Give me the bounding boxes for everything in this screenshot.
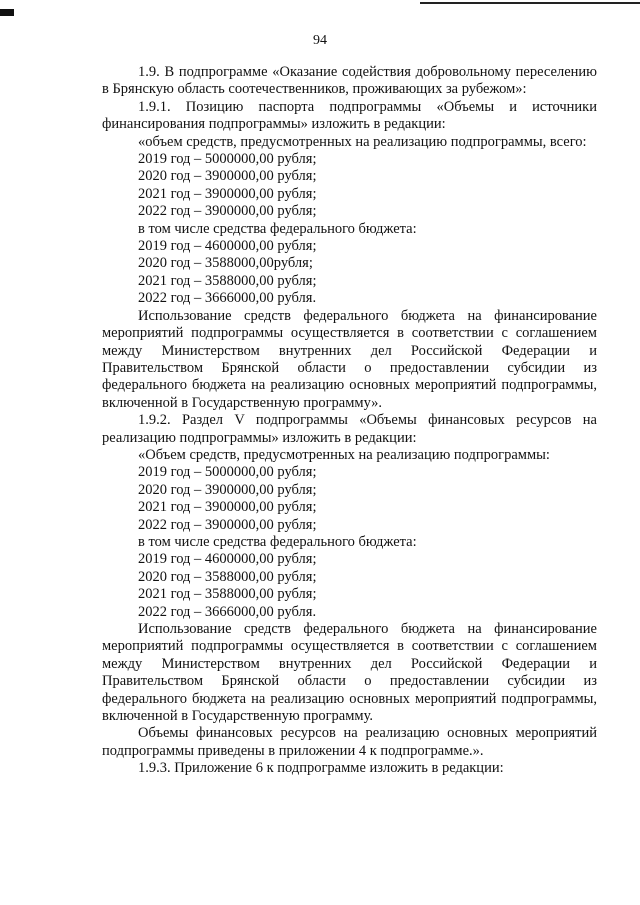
page-number: 94 <box>313 33 327 48</box>
scan-artifact-line <box>420 2 640 4</box>
funding-total-heading: «объем средств, предусмотренных на реализацию подпрограммы, всего: <box>138 133 587 150</box>
funding-line: 2020 год – 3900000,00 рубля; <box>138 481 317 498</box>
paragraph-1-9-2: 1.9.2. Раздел V подпрограммы «Объемы финансовых ресурсов на реализацию подпрограммы» изложить в редакции: <box>102 412 597 446</box>
funding-line: 2021 год – 3900000,00 рубля; <box>138 499 317 516</box>
federal-funding-line: 2022 год – 3666000,00 рубля. <box>138 603 317 620</box>
funding-line: 2019 год – 5000000,00 рубля; <box>138 464 317 481</box>
funding-line: 2022 год – 3900000,00 рубля; <box>138 203 317 220</box>
paragraph-federal-usage: Использование средств федерального бюджета на финансирование мероприятий подпрограммы осуществляется в соответствии с соглашением между Министерством внутренних дел Российской Федерации и Правительством Брянской области о предоставлении субсидии из федерального бюджета на реализацию основных мероприятий подпрограммы, включенной в Государственную программу». <box>102 307 597 411</box>
paragraph-resources-appendix: Объемы финансовых ресурсов на реализацию основных мероприятий подпрограммы приведены в приложении 4 к подпрограмме.». <box>102 725 597 759</box>
federal-funding-line: 2020 год – 3588000,00рубля; <box>138 255 313 272</box>
paragraph-1-9-1: 1.9.1. Позицию паспорта подпрограммы «Объемы и источники финансирования подпрограммы» изложить в редакции: <box>102 98 597 133</box>
federal-funding-heading: в том числе средства федерального бюджета: <box>138 533 417 550</box>
funding-line: 2022 год – 3900000,00 рубля; <box>138 516 317 533</box>
paragraph-1-9-3: 1.9.3. Приложение 6 к подпрограмме изложить в редакции: <box>138 760 504 777</box>
federal-funding-line: 2019 год – 4600000,00 рубля; <box>138 238 317 255</box>
funding-total-heading: «Объем средств, предусмотренных на реализацию подпрограммы: <box>138 446 550 463</box>
scan-artifact-mark <box>0 9 14 16</box>
federal-funding-line: 2020 год – 3588000,00 рубля; <box>138 568 317 585</box>
paragraph-federal-usage: Использование средств федерального бюджета на финансирование мероприятий подпрограммы осуществляется в соответствии с соглашением между Министерством внутренних дел Российской Федерации и Правительством Брянской области о предоставлении субсидии из федерального бюджета на реализацию основных мероприятий подпрограммы, включенной в Государственную программу. <box>102 621 597 725</box>
funding-line: 2020 год – 3900000,00 рубля; <box>138 168 317 185</box>
federal-funding-line: 2021 год – 3588000,00 рубля; <box>138 586 317 603</box>
federal-funding-line: 2019 год – 4600000,00 рубля; <box>138 551 317 568</box>
document-body <box>102 64 597 778</box>
funding-line: 2021 год – 3900000,00 рубля; <box>138 185 317 202</box>
federal-funding-heading: в том числе средства федерального бюджета: <box>138 220 417 237</box>
paragraph-1-9: 1.9. В подпрограмме «Оказание содействия добровольному переселению в Брянскую область соотечественников, проживающих за рубежом»: <box>102 64 597 98</box>
federal-funding-line: 2022 год – 3666000,00 рубля. <box>138 290 317 307</box>
federal-funding-line: 2021 год – 3588000,00 рубля; <box>138 272 317 289</box>
funding-line: 2019 год – 5000000,00 рубля; <box>138 151 317 168</box>
